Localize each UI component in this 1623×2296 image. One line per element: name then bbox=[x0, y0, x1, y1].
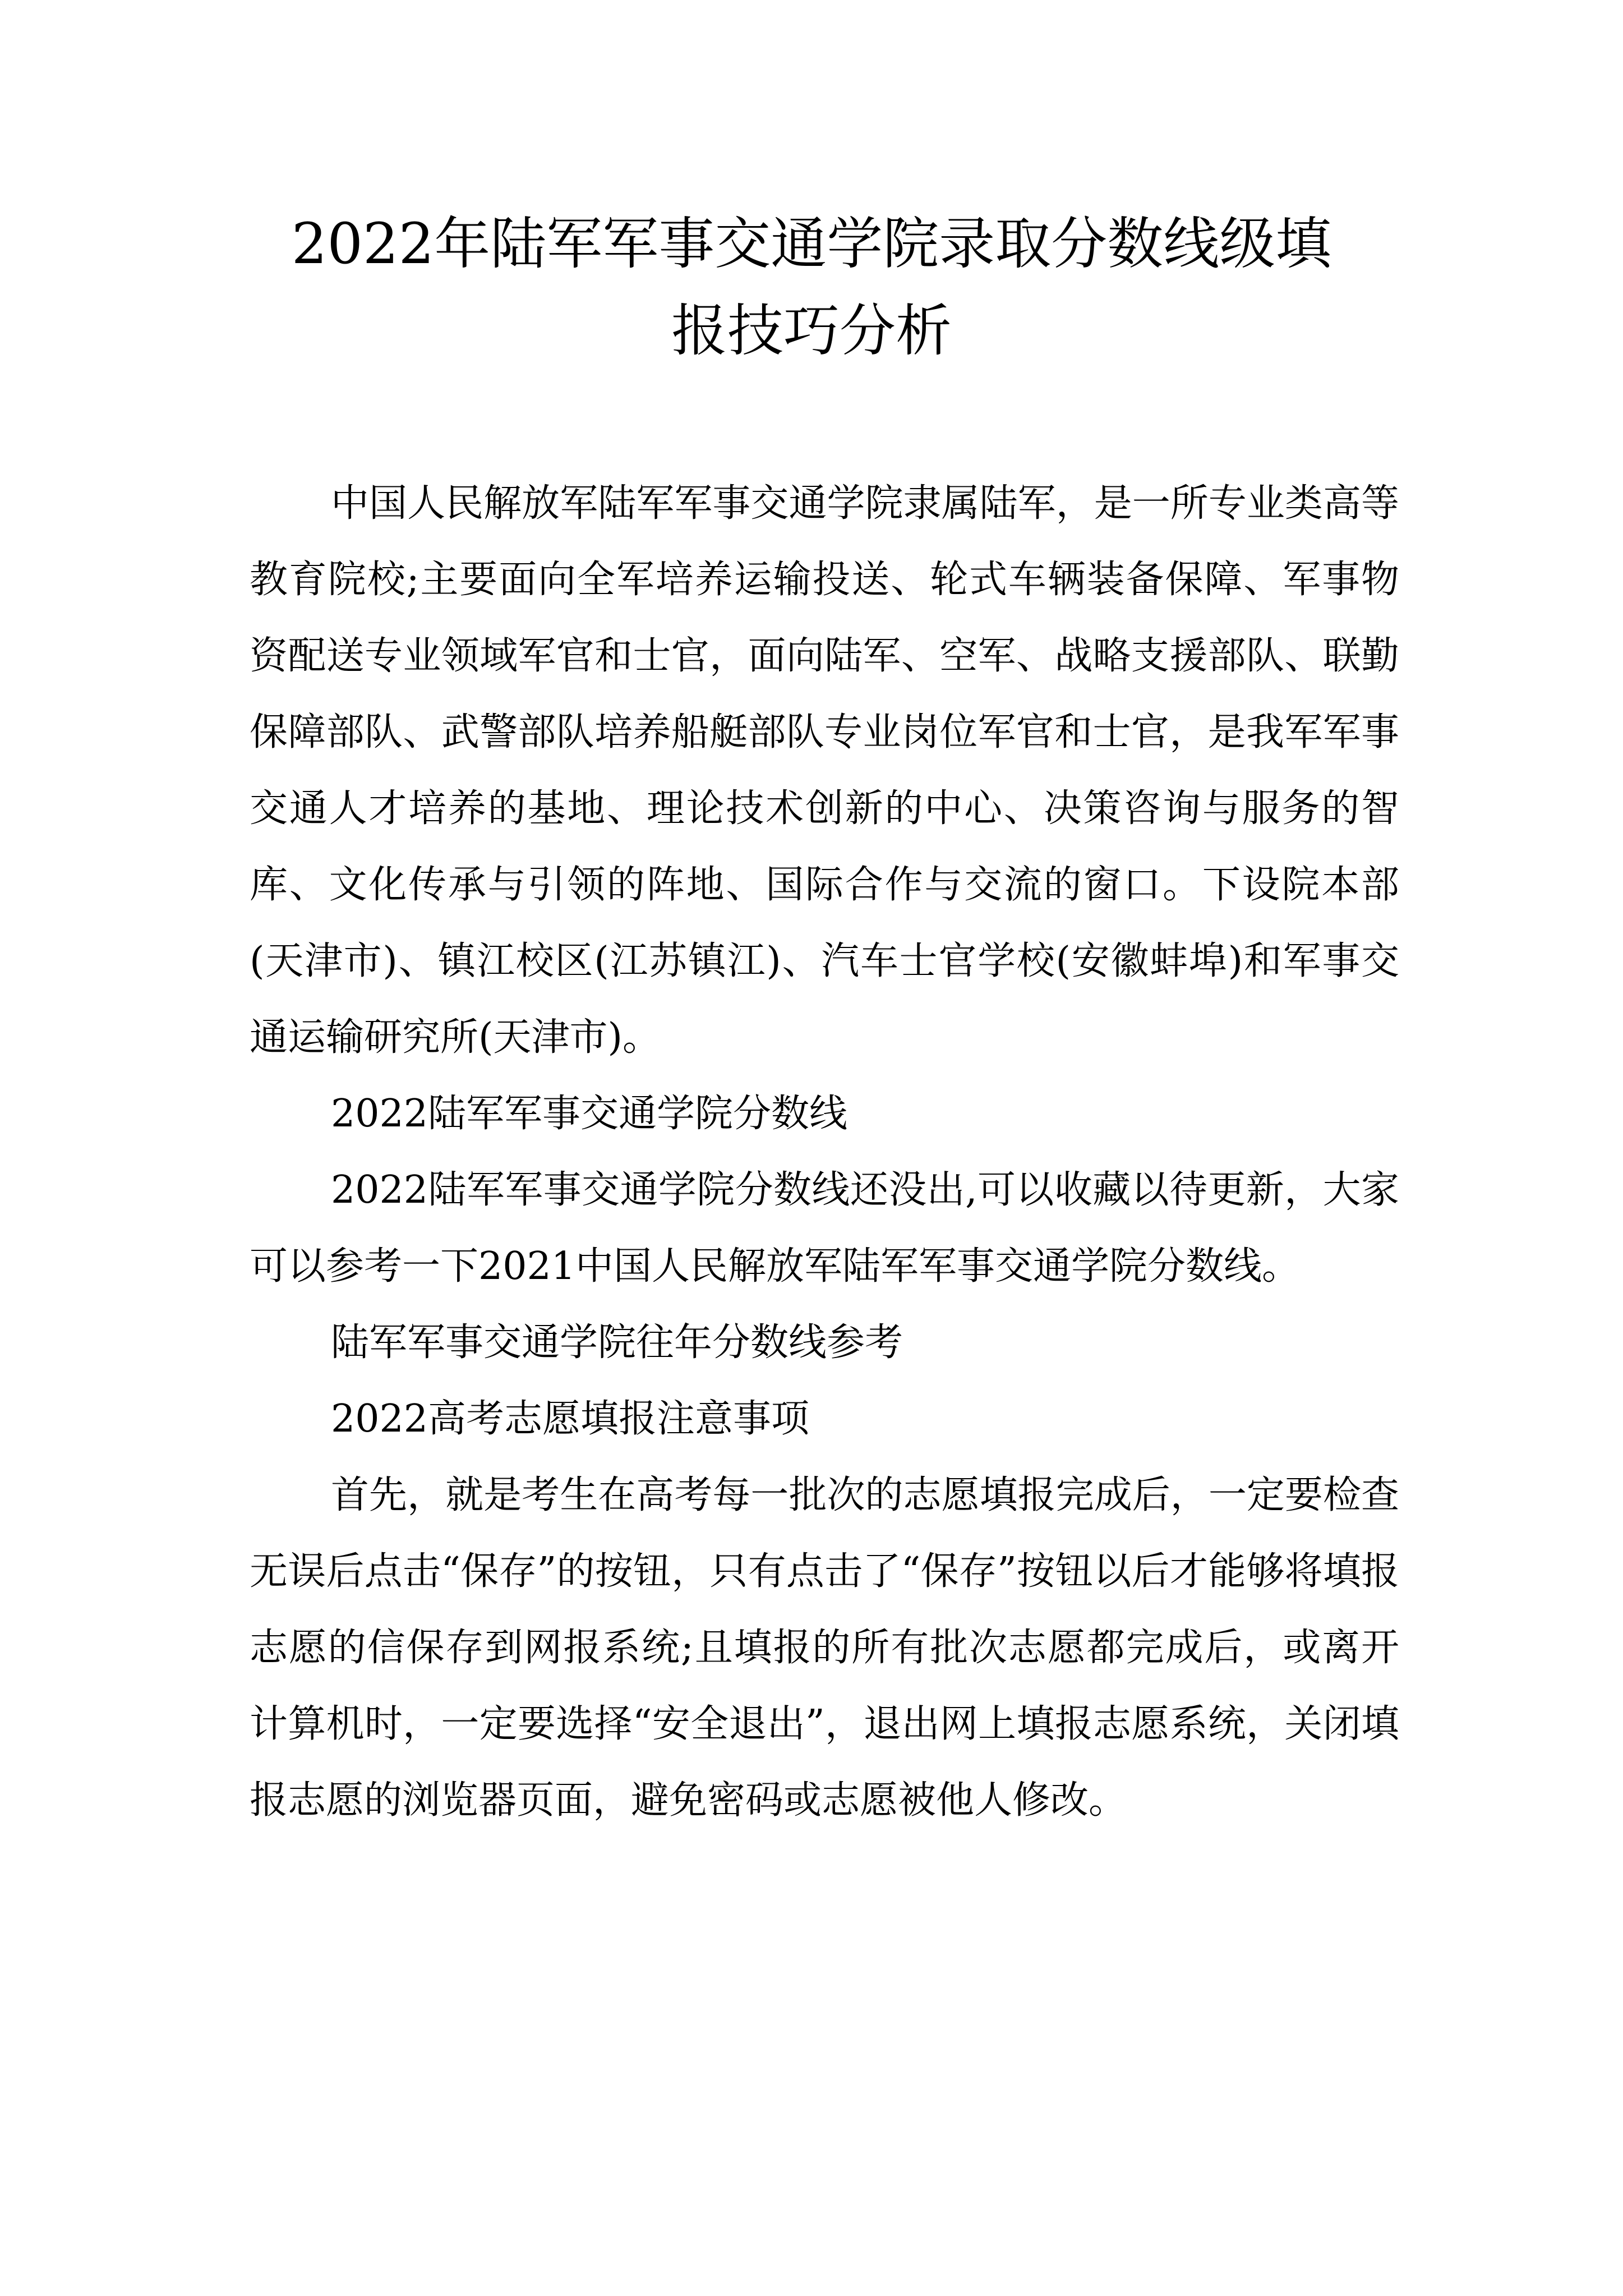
document-title-line-2: 报技巧分析 bbox=[671, 298, 952, 364]
section-heading-notes: 2022高考志愿填报注意事项 bbox=[331, 1397, 810, 1441]
document-body bbox=[250, 466, 1399, 1839]
score-line-paragraph: 2022陆军军事交通学院分数线还没出,可以收藏以待更新，大家可以参考一下2021中国人民解放军陆军军事交通学院分数线。 bbox=[250, 1168, 1399, 1289]
section-heading-past-scores: 陆军军事交通学院往年分数线参考 bbox=[331, 1320, 903, 1365]
notes-paragraph: 首先，就是考生在高考每一批次的志愿填报完成后，一定要检查无误后点击“保存”的按钮，只有点击了“保存”按钮以后才能够将填报志愿的信保存到网报系统;且填报的所有批次志愿都完成后，或离开计算机时，一定要选择“安全退出”，退出网上填报志愿系统，关闭填报志愿的浏览器页面，避免密码或志愿被他人修改。 bbox=[250, 1473, 1399, 1823]
document-title-line-1: 2022年陆军军事交通学院录取分数线级填 bbox=[291, 211, 1332, 277]
intro-paragraph: 中国人民解放军陆军军事交通学院隶属陆军，是一所专业类高等教育院校;主要面向全军培养运输投送、轮式车辆装备保障、军事物资配送专业领域军官和士官，面向陆军、空军、战略支援部队、联勤保障部队、武警部队培养船艇部队专业岗位军官和士官，是我军军事交通人才培养的基地、理论技术创新的中心、决策咨询与服务的智库、文化传承与引领的阵地、国际合作与交流的窗口。下设院本部(天津市)、镇江校区(江苏镇江)、汽车士官学校(安徽蚌埠)和军事交通运输研究所(天津市)。 bbox=[250, 481, 1399, 1060]
section-heading-score-line: 2022陆军军事交通学院分数线 bbox=[331, 1092, 848, 1136]
